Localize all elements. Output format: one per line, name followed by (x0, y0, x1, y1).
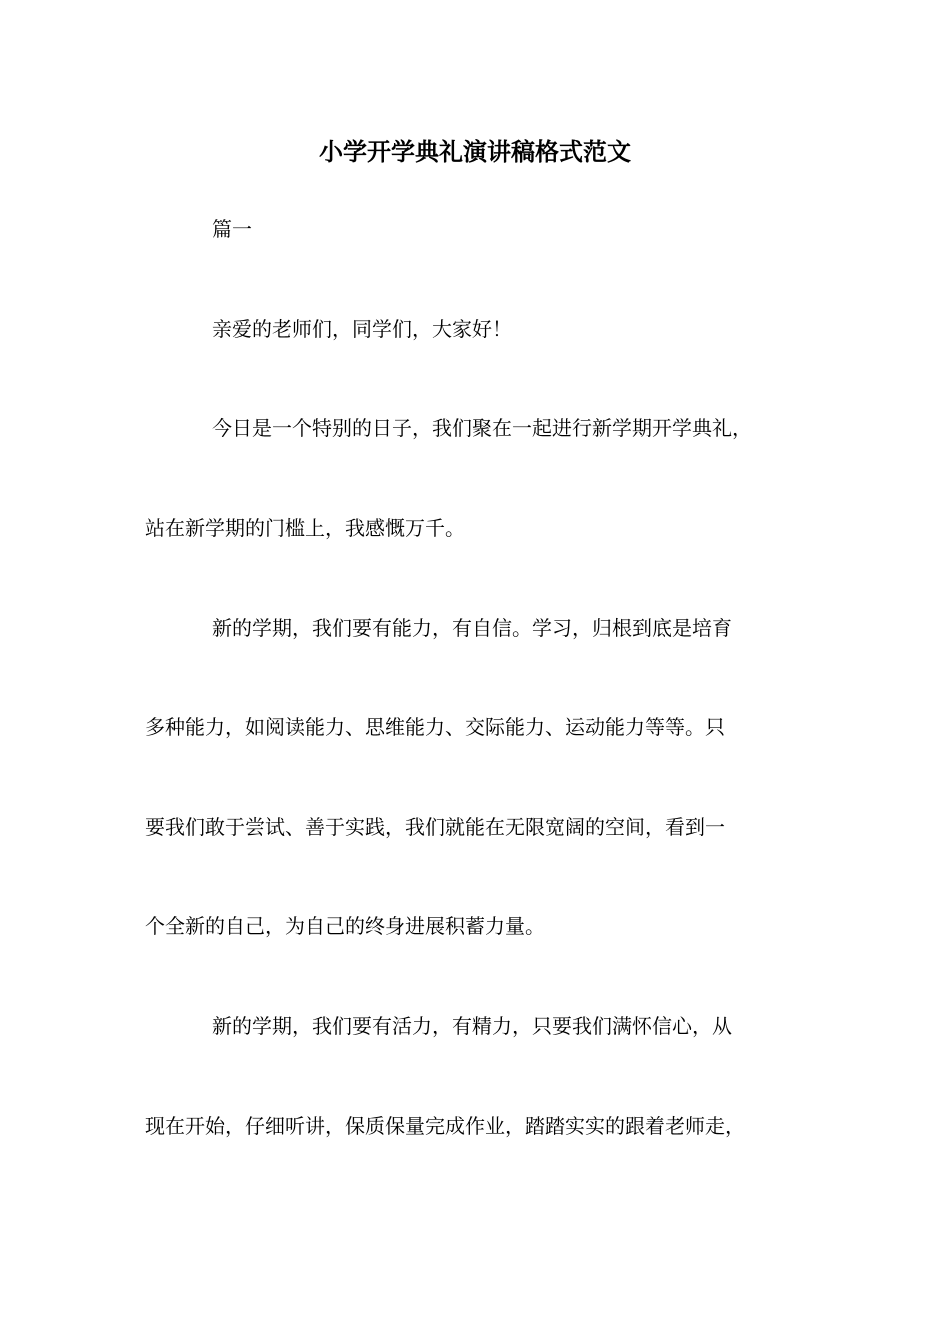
paragraph-line: 多种能力，如阅读能力、思维能力、交际能力、运动能力等等。只 (145, 715, 725, 739)
paragraph-line: 新的学期，我们要有活力，有精力，只要我们满怀信心，从 (212, 1014, 732, 1038)
paragraph-line: 现在开始，仔细听讲，保质保量完成作业，踏踏实实的跟着老师走， (145, 1114, 745, 1138)
section-heading: 篇一 (212, 217, 252, 241)
paragraph-line: 新的学期，我们要有能力，有自信。学习，归根到底是培育 (212, 616, 732, 640)
paragraph-line: 今日是一个特别的日子，我们聚在一起进行新学期开学典礼， (212, 416, 752, 440)
document-title: 小学开学典礼演讲稿格式范文 (319, 137, 631, 166)
paragraph-line: 亲爱的老师们，同学们，大家好！ (212, 317, 512, 341)
paragraph-line: 个全新的自己，为自己的终身进展积蓄力量。 (145, 914, 545, 938)
paragraph-line: 要我们敢于尝试、善于实践，我们就能在无限宽阔的空间，看到一 (145, 815, 725, 839)
paragraph-line: 站在新学期的门槛上，我感慨万千。 (145, 516, 465, 540)
